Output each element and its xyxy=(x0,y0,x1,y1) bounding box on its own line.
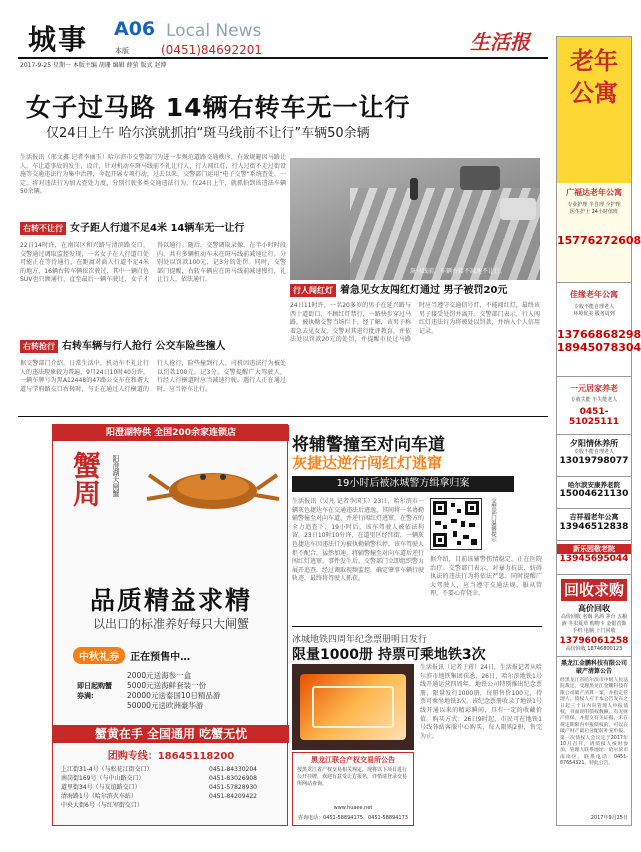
dateline: 2017-9-25 星期一 本版主编 胡珊 编辑 薛萤 版式 赵博 xyxy=(20,62,167,69)
branch-phone: 0451-84330204 xyxy=(209,766,257,773)
sidebar-tile xyxy=(557,377,631,435)
tile-phone: 0451-51025111 xyxy=(568,407,620,427)
tile-phone: 13019798077 xyxy=(559,456,629,466)
wanted-title: 回收求购 xyxy=(561,579,627,601)
presale-text: 正在预售中… xyxy=(130,652,191,663)
sidebar-tile xyxy=(557,477,631,509)
legal-notice-title: 黑龙江金鹏科技有限公司破产清算公告 xyxy=(560,660,627,675)
gift-item: 2000元送海参一盒 xyxy=(127,671,192,680)
tile-line: 专业护理 半自理 全护理 xyxy=(567,202,621,208)
gift-item: 5000元送海鲜套装一份 xyxy=(127,681,207,690)
sidebar-tile xyxy=(557,183,641,283)
street-photo xyxy=(290,158,540,280)
legal-notice xyxy=(557,657,631,827)
metro-ticket-photo xyxy=(292,664,414,750)
wanted-sub: 高价回收 xyxy=(578,604,610,613)
sidebar-tile xyxy=(557,435,631,477)
story3-headline: 限量1000册 持票可乘地铁3次 xyxy=(292,647,486,663)
tile-title: 一元居家养老 xyxy=(570,384,618,393)
presale-line xyxy=(73,645,283,663)
exchange-notice xyxy=(292,752,414,826)
presale-badge: 中秋礼券 xyxy=(73,647,125,664)
car-2 xyxy=(500,198,536,220)
branch-list xyxy=(61,765,201,810)
sub1-tag: 右转不让行 xyxy=(20,222,66,235)
gift-item: 20000元送泰国10日精品游 xyxy=(127,691,221,700)
sidebar-tile xyxy=(557,509,631,541)
car-1 xyxy=(460,166,500,190)
sidebar xyxy=(556,36,641,826)
tile-title: 哈尔滨安康养老院 xyxy=(568,481,620,489)
crab-sub-slogan: 以出口的标准养好每只大闸蟹 xyxy=(92,617,249,631)
sub2-heading xyxy=(20,340,286,354)
sub1-heading xyxy=(20,222,286,236)
page-number: A06 xyxy=(114,18,156,40)
crab-bottom-banner: 蟹黄在手 全国通用 吃蟹无忧 xyxy=(53,725,289,743)
crab-image xyxy=(143,455,281,519)
crab-slogan: 品质精益求精 xyxy=(89,586,252,615)
tile-phone: 13945695044 xyxy=(559,554,629,564)
sub3-tag: 行人闯红灯 xyxy=(290,284,336,297)
pedestrian xyxy=(410,178,418,200)
sub2-body: 据交警部门介绍，日常生活中，机动车不礼让行人的违法现象较为普遍，9月24日10时40分许，一辆车牌号为黑A12448的47路公交车在和谐大道与学府路交口右转时，与正在通过人行横道的行人抢行，险些撞到行人。司机因违法行为被处以罚款100元，记3分。交警提醒广大驾驶人，行经人行横道时应当减速行驶，遇行人正在通过时，应当停车让行。 xyxy=(20,360,286,393)
wanted-phone: 13796061258 xyxy=(559,636,629,646)
divider-2 xyxy=(292,626,542,627)
branch-phone: 0451-83026908 xyxy=(209,775,257,782)
legal-notice-body: 经黑龙江省哈尔滨市中级人民法院裁定，受理黑龙江金鹏科技有限公司破产清算一案，并指定管理人。债权人应于本公告发布之日起三十日内向管理人申报债权，书面说明债权数额、有无财产担保，并提交有关证据。未在规定期限内申报债权的，可以在破产财产最后分配前补充申报。第一次债权人会议定于2017年10月召开，请债权人按时参加。管理人联系地址：哈尔滨市南岗区，联系电话：0451-87654321。特此公告。 xyxy=(560,678,628,767)
gifts-list xyxy=(127,671,277,711)
story3-kicker: 冰城地铁四周年纪念票册明日发行 xyxy=(292,635,428,645)
story2-headline: 将辅警撞至对向车道 xyxy=(292,435,445,455)
main-lead: 生活报讯（邢文鑫 记者李丽玉）哈尔滨市交警部门为进一步规范道路交通秩序，有效规避因马路让人，车让道事故的发生，设计，针对机动车斑马线前不礼让行人，行人闯红灯，行人过街不走过街设施等交通违法行为集中治理，今起开展专项行动，过去以来，交警部门运用“电子交警”系统查处，一定，将对违法行为加大查处力度，分别行驶多类交通违法行为，仅24日上午，就抓拍到该违法车辆50余辆。 xyxy=(20,154,286,196)
qr-code xyxy=(430,498,482,550)
tile-line: 医生护士 24小时值班 xyxy=(570,209,618,215)
gift-item: 50000元送欧洲豪华游 xyxy=(127,701,204,710)
divider-1 xyxy=(18,416,548,417)
branch-item: 清海路1号（哈尔滨火车站） xyxy=(61,793,137,800)
sidebar-tile xyxy=(557,283,641,377)
sidebar-hero xyxy=(557,37,631,183)
branch-phone: 0451-57828930 xyxy=(209,784,257,791)
story2-body-right: 据介绍，目前该辅警伤情稳定，正在医院治疗。交警部门表示，对暴力抗法、妨碍执法的违法行为将依法严惩，同时提醒广大驾驶人，应当遵守交通法规，服从管理，不要心存侥幸。 xyxy=(430,556,542,598)
branch-phones xyxy=(209,765,285,801)
story2-banner: 19小时后被冰城警方缉拿归案 xyxy=(292,476,514,492)
wanted-phone2: 高价回收 18746800123 xyxy=(565,646,623,652)
tile-line: 环境优美 服务周到 xyxy=(573,311,615,317)
story3-body: 生活报讯（记者于蒋）24日，生活报记者从哈尔滨市地铁集团获悉，26日，哈尔滨地铁1号线开通运营四周年，地铁公司特别推出纪念票册，限量发行1000册，每册售价100元，持票可乘坐地铁3次。该纪念票册收录了地铁1号线开通以来的精彩瞬间，具有一定的收藏价值。购买方式：26日9时起，市民可在地铁1号线各站客服中心购买，每人限购2册，售完为止。 xyxy=(420,664,542,740)
sub3-title: 着急见女友闯红灯通过 男子被罚20元 xyxy=(340,285,508,296)
branch-item: 上江街31-4号（与松花江街交口） xyxy=(61,766,153,773)
sub1-body: 22日14时许，在南岗区和兴路与清滨路交口，交警通过调取监控发现，一名女子在人行道口处可能正在等待通行，在距离对面人行道不足4米的地方，16辆右转车辆依次驶过，其中一辆白色SUV也只顾通行，直至最后一辆车驶过，女子才得以通行。随后，交警调取录像，在半小时时段内，共有多辆机动车未在斑马线前减速让行，分别处以罚款100元、记3分的处罚。同时，交警部门提醒，右转车辆应在斑马线前减速慢行，礼让行人，依法通行。 xyxy=(20,242,286,284)
tile-phone: 13766868298 xyxy=(557,328,641,341)
sub3-heading xyxy=(290,284,540,298)
exchange-notice-title: 黑龙江联合产权交易所公告 xyxy=(311,756,395,764)
tile-title: 吉祥福老年公寓 xyxy=(569,513,619,521)
header-rule xyxy=(18,57,548,59)
exchange-notice-body: 按黑龙江省产权交易相关规定，现将以下项目进行公开挂牌，欢迎有意受让方报名，详情请登录交易所网站查询。 xyxy=(297,767,408,787)
tile-title: 夕阳情休养所 xyxy=(570,439,618,448)
hotline: (0451)84692201 xyxy=(161,43,262,57)
main-subhead: 仅24日上午 哈尔滨就抓拍“斑马线前不让行”车辆50余辆 xyxy=(46,126,370,141)
legal-notice-date: 2017年9月25日 xyxy=(590,815,628,821)
exchange-notice-url: www.huaee.net xyxy=(333,805,373,811)
branch-item: 南岗街169号（与中山路交口） xyxy=(61,775,145,782)
tile-line: 专收失能 半失能老人 xyxy=(570,397,618,403)
branch-phone: 0451-84209422 xyxy=(209,793,257,800)
section-title: 城事 xyxy=(28,23,89,56)
hotline-prefix: 本版 xyxy=(115,47,129,55)
crab-brand: 蟹周 xyxy=(69,451,102,507)
story2-body-left: 生活报讯（吴凡 记者李国玉）23日，哈尔滨市一辆灰色捷达车在交通违法后逃逸，其间将一名协勤辅警撞至对向车道，并逆行闯红灯逃窜，在警方的全力追查下，19小时后，该车驾驶人被依法拘留。23日10时10分许，在道里区经纬街，一辆灰色捷达车因违法行为被执勤辅警拦停，该车驾驶人拒不配合，猛然加速，将辅警撞至对向车道后逆行闯红灯逃窜。事件发生后，交警部门立即组织警力展开追查，经过调取视频监控，确定肇事车辆行驶轨迹，最终将驾驶人抓获。 xyxy=(292,498,425,583)
tile-title: 新乐园敬老院 xyxy=(557,544,631,554)
tile-line: 专收不能自理老人 xyxy=(573,449,614,455)
branch-item: 中央大街6号（与红军街交口） xyxy=(61,802,143,809)
photo-caption: 斑马线前，车辆右转不减速不让行。 xyxy=(410,268,507,275)
sub2-title: 右转车辆与行人抢行 公交车险些撞人 xyxy=(62,341,226,352)
tile-phone: 15004621130 xyxy=(559,489,629,499)
sub2-tag: 右转抢行 xyxy=(20,340,58,353)
logo: 生活报 xyxy=(470,30,530,54)
sidebar-tile xyxy=(557,541,631,575)
wanted-body: 高价回收 名烟 名酒 茅台 五粮液 冬虫夏草 购物卡 金银首饰 手机 电脑 上门回收 xyxy=(560,614,628,634)
tile-title: 佳缘老年公寓 xyxy=(570,290,618,299)
tile-phone: 15776272608 xyxy=(557,234,641,247)
page-brand: Local News xyxy=(166,21,262,41)
group-hotline: 团购专线：18645118200 xyxy=(107,751,235,762)
qr-caption: 交警部门温馨提示 xyxy=(490,498,496,542)
sub1-title: 女子距人行道不足4米 14辆车无一让行 xyxy=(70,223,245,234)
sidebar-hero-title: 老年公寓 xyxy=(570,46,618,107)
tile-phone: 13946512838 xyxy=(559,522,629,532)
tile-phone: 18945078304 xyxy=(557,341,641,354)
tile-title: 广福达老年公寓 xyxy=(566,188,622,197)
tile-line: 专收不能自理老人 xyxy=(573,304,614,310)
crab-ad xyxy=(52,424,288,826)
gifts-label: 即日起购蟹券满: xyxy=(77,682,112,700)
exchange-notice-phone: 咨询电话：0451-58894175、0451-58894173 xyxy=(298,815,408,821)
crab-brand-side: 阳澄湖大闸蟹 xyxy=(112,455,120,497)
wanted-block xyxy=(557,575,631,657)
story2-subhead: 灰捷达逆行闯红灯逃窜 xyxy=(292,454,443,472)
sub3-body: 24日11时许，一名20多岁的男子在延兴路与西十道街口，不顾红灯禁行，一路快步穿过马路，被执勤交警当场拦下。经了解，该男子称着急去见女友，交警对其进行批评教育，并依法处以罚款20元的处罚，并提醒市民过马路时应当遵守交通信号灯，不能闯红灯，最终该男子接受处罚并离开。交警部门表示，行人闯红灯违法行为将被处以罚款，并纳入个人信用记录。 xyxy=(290,302,540,344)
branch-item: 道里街34号（与友谊路交口） xyxy=(61,784,141,791)
crab-top-banner: 阳澄湖特供 全国200余家连锁店 xyxy=(53,425,289,441)
main-headline: 女子过马路 14辆右转车无一让行 xyxy=(26,93,411,122)
